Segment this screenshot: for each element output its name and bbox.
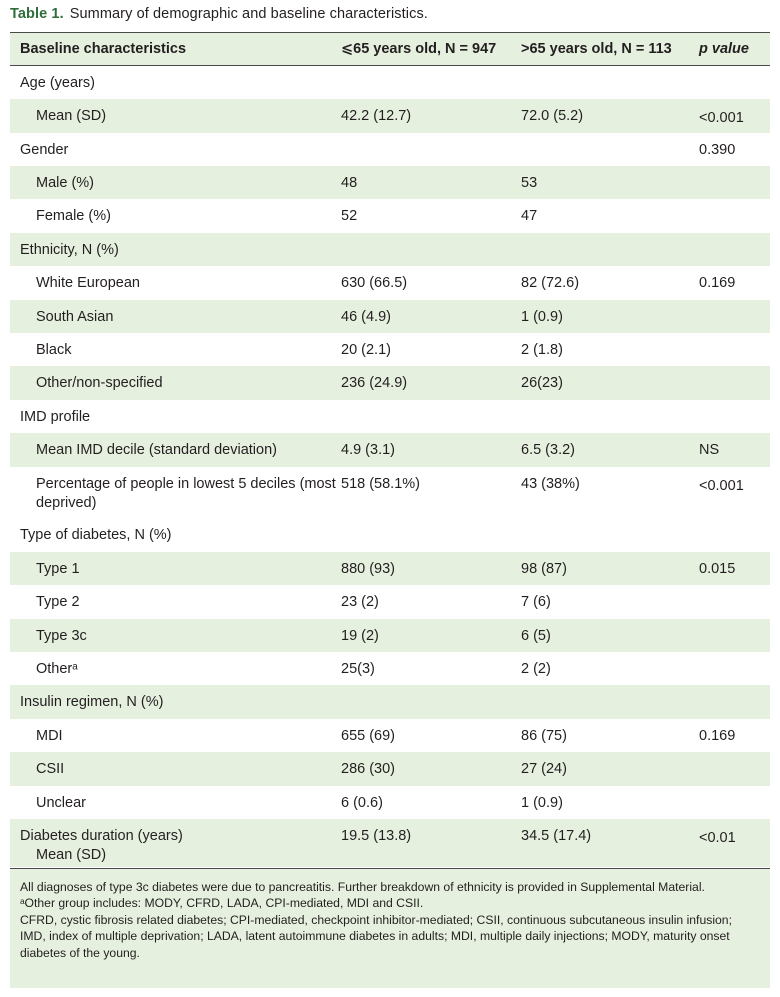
cell-p-value: <0.001	[699, 110, 744, 126]
table-row	[10, 300, 770, 333]
cell-under-65: 20 (2.1)	[341, 342, 391, 358]
cell-over-65: 7 (6)	[521, 594, 551, 610]
table-row	[10, 333, 770, 366]
row-label: Type 2	[36, 594, 80, 610]
cell-under-65: 48	[341, 175, 358, 191]
table-row	[10, 99, 770, 133]
table-row	[10, 752, 770, 786]
cell-over-65: 53	[521, 175, 538, 191]
footnote-general: All diagnoses of type 3c diabetes were due to pancreatitis. Further breakdown of ethnicity is provided in Supplemental Material.	[20, 880, 705, 894]
row-label: Female (%)	[36, 208, 111, 224]
cell-under-65: 46 (4.9)	[341, 309, 391, 325]
table-header-row	[10, 33, 770, 66]
cell-over-65: 6 (5)	[521, 628, 551, 644]
cell-over-65: 6.5 (3.2)	[521, 442, 575, 458]
cell-p-value: 0.390	[699, 142, 736, 158]
row-label: Age (years)	[20, 75, 95, 91]
row-label: Type of diabetes, N (%)	[20, 527, 172, 543]
table-row	[10, 819, 770, 867]
header-characteristics: Baseline characteristics	[20, 41, 187, 57]
cell-under-65: 52	[341, 208, 358, 224]
row-label: MDI	[36, 728, 63, 744]
table-row	[10, 366, 770, 400]
cell-p-value: 0.169	[699, 275, 736, 291]
footnote-abbreviations: CFRD, cystic fibrosis related diabetes; CPI-mediated, checkpoint inhibitor-mediated; CSII, continuous subcutaneous insulin infusion; IMD, index of multiple deprivation; LADA, latent autoimmune diabetes in adults; MDI, multiple daily injections; MODY, maturity onset diabetes of the young.	[20, 912, 732, 960]
row-label: Percentage of people in lowest 5 deciles (most deprived)	[36, 476, 336, 511]
table-caption	[10, 6, 428, 22]
cell-over-65: 72.0 (5.2)	[521, 108, 584, 124]
cell-under-65: 655 (69)	[341, 728, 396, 744]
cell-under-65: 236 (24.9)	[341, 375, 408, 391]
cell-under-65: 23 (2)	[341, 594, 379, 610]
row-label: South Asian	[36, 309, 114, 325]
cell-over-65: 86 (75)	[521, 728, 567, 744]
cell-over-65: 2 (1.8)	[521, 342, 563, 358]
cell-over-65: 34.5 (17.4)	[521, 828, 592, 844]
table-number: Table 1.	[10, 6, 64, 22]
row-label: Insulin regimen, N (%)	[20, 694, 164, 710]
table-row	[10, 433, 770, 467]
table-row	[10, 467, 770, 518]
cell-p-value: NS	[699, 442, 720, 458]
table-title: Summary of demographic and baseline characteristics.	[69, 6, 428, 22]
table-row	[10, 518, 770, 552]
row-label: Type 1	[36, 561, 80, 577]
cell-over-65: 1 (0.9)	[521, 309, 563, 325]
row-label-line2: Mean (SD)	[36, 847, 107, 863]
header-p-value: p value	[699, 41, 749, 57]
header-over-65: >65 years old, N = 113	[521, 41, 672, 57]
row-label: IMD profile	[20, 409, 91, 425]
cell-p-value: <0.01	[699, 830, 736, 846]
row-label: Type 3c	[36, 628, 87, 644]
cell-over-65: 2 (2)	[521, 661, 551, 677]
row-label: Otherᵃ	[36, 661, 78, 677]
cell-under-65: 518 (58.1%)	[341, 476, 420, 492]
cell-over-65: 98 (87)	[521, 561, 567, 577]
cell-p-value: 0.015	[699, 561, 736, 577]
cell-under-65: 286 (30)	[341, 761, 396, 777]
row-label: White European	[36, 275, 140, 291]
cell-under-65: 19 (2)	[341, 628, 379, 644]
cell-over-65: 1 (0.9)	[521, 795, 563, 811]
table-row	[10, 166, 770, 199]
row-label: Black	[36, 342, 72, 358]
cell-over-65: 43 (38%)	[521, 476, 580, 492]
row-label: Mean (SD)	[36, 108, 107, 124]
cell-p-value: 0.169	[699, 728, 736, 744]
row-label: Unclear	[36, 795, 86, 811]
table-row	[10, 585, 770, 619]
row-label: Male (%)	[36, 175, 95, 191]
table-row	[10, 786, 770, 819]
row-label: Gender	[20, 142, 69, 158]
table-row	[10, 66, 770, 99]
table-row	[10, 652, 770, 685]
cell-under-65: 630 (66.5)	[341, 275, 408, 291]
table-row	[10, 552, 770, 585]
row-label: CSII	[36, 761, 65, 777]
table-row	[10, 133, 770, 166]
table-row	[10, 266, 770, 300]
table-footnotes	[10, 868, 770, 988]
cell-under-65: 6 (0.6)	[341, 795, 383, 811]
characteristics-table	[10, 32, 770, 867]
table-row	[10, 685, 770, 719]
footnote-other-group: ᵃOther group includes: MODY, CFRD, LADA, CPI-mediated, MDI and CSII.	[20, 896, 424, 911]
table-row	[10, 400, 770, 433]
row-label: Mean IMD decile (standard deviation)	[36, 442, 277, 458]
cell-under-65: 19.5 (13.8)	[341, 828, 412, 844]
cell-over-65: 26(23)	[521, 375, 563, 391]
cell-under-65: 4.9 (3.1)	[341, 442, 395, 458]
table-row	[10, 233, 770, 266]
cell-over-65: 27 (24)	[521, 761, 567, 777]
cell-under-65: 42.2 (12.7)	[341, 108, 412, 124]
cell-under-65: 25(3)	[341, 661, 375, 677]
table-row	[10, 719, 770, 752]
cell-p-value: <0.001	[699, 478, 744, 494]
header-under-65: ⩽65 years old, N = 947	[341, 41, 497, 57]
row-label: Other/non-specified	[36, 375, 163, 391]
table-row	[10, 199, 770, 233]
row-label: Ethnicity, N (%)	[20, 242, 119, 258]
table-row	[10, 619, 770, 652]
cell-over-65: 47	[521, 208, 538, 224]
cell-under-65: 880 (93)	[341, 561, 396, 577]
cell-over-65: 82 (72.6)	[521, 275, 580, 291]
row-label: Diabetes duration (years)	[20, 828, 183, 844]
